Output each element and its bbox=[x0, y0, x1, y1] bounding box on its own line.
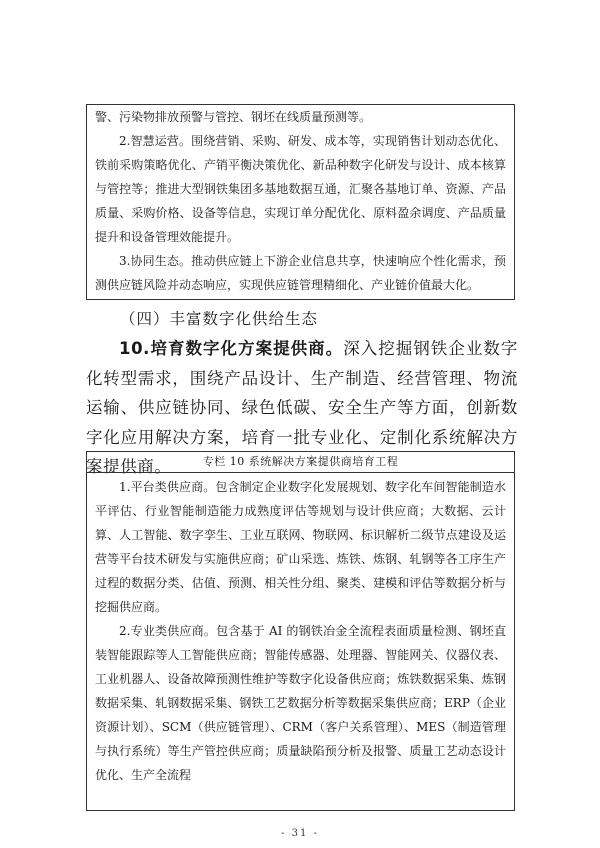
box2-paragraph-2: 2.专业类供应商。包含基于 AI 的钢铁冶金全流程表面质量检测、钢坯直装智能跟踪等人工智能供应商；智能传感器、处理器、智能网关、仪器仪表、工业机器人、设备故障预测性维护等数字化设备供应商；炼铁数据采集、炼钢数据采集、轧钢数据采集、钢铁工艺数据分析等数据采集供应商；ERP（企业资源计划）、SCM（供应链管理）、CRM（客户关系管理）、MES（制造管理与执行系统）等生产管控供应商；质量缺陷预分析及报警、质量工艺动态设计优化、生产全流程 bbox=[95, 624, 506, 782]
box1-paragraph-1: 警、污染物排放预警与管控、钢坯在线质量预测等。 bbox=[95, 110, 372, 124]
page-number: - 31 - bbox=[281, 828, 319, 839]
textbox-continued bbox=[86, 104, 515, 300]
section-heading: （四）丰富数字化供给生态 bbox=[120, 310, 319, 328]
body-paragraph-text: 深入挖掘钢铁企业数字化转型需求，围绕产品设计、生产制造、经营管理、物流运输、供应链协同、绿色低碳、安全生产等方面，创新数字化应用解决方案，培育一批专业化、定制化系统解决方案提供商。 bbox=[86, 339, 518, 476]
body-paragraph-lead: 10.培育数字化方案提供商。 bbox=[119, 339, 344, 358]
box2-paragraph-1: 1.平台类供应商。包含制定企业数字化发展规划、数字化车间智能制造水平评估、行业智能制造能力成熟度评估等规划与设计供应商；大数据、云计算、人工智能、数字孪生、工业互联网、物联网、标识解析二级节点建设及运营等平台技术研发与实施供应商；矿山采选、炼铁、炼钢、轧钢等各工序生产过程的数据分类、估值、预测、相关性分组、聚类、建模和评估等数据分析与挖掘供应商。 bbox=[95, 480, 506, 614]
textbox-column-10 bbox=[86, 451, 515, 811]
box1-paragraph-2: 2.智慧运营。围绕营销、采购、研发、成本等，实现销售计划动态优化、铁前采购策略优化、产销平衡决策优化、新品种数字化研发与设计、成本核算与管控等；推进大型钢铁集团多基地数据互通，汇聚各基地订单、资源、产品质量、采购价格、设备等信息，实现订单分配优化、原料盈余调度、产品质量提升和设备管理效能提升。 bbox=[95, 134, 506, 244]
box1-paragraph-3: 3.协同生态。推动供应链上下游企业信息共享，快速响应个性化需求，预测供应链风险并动态响应，实现供应链管理精细化、产业链价值最大化。 bbox=[95, 254, 506, 292]
box2-title: 专栏 10 系统解决方案提供商培育工程 bbox=[87, 452, 514, 473]
